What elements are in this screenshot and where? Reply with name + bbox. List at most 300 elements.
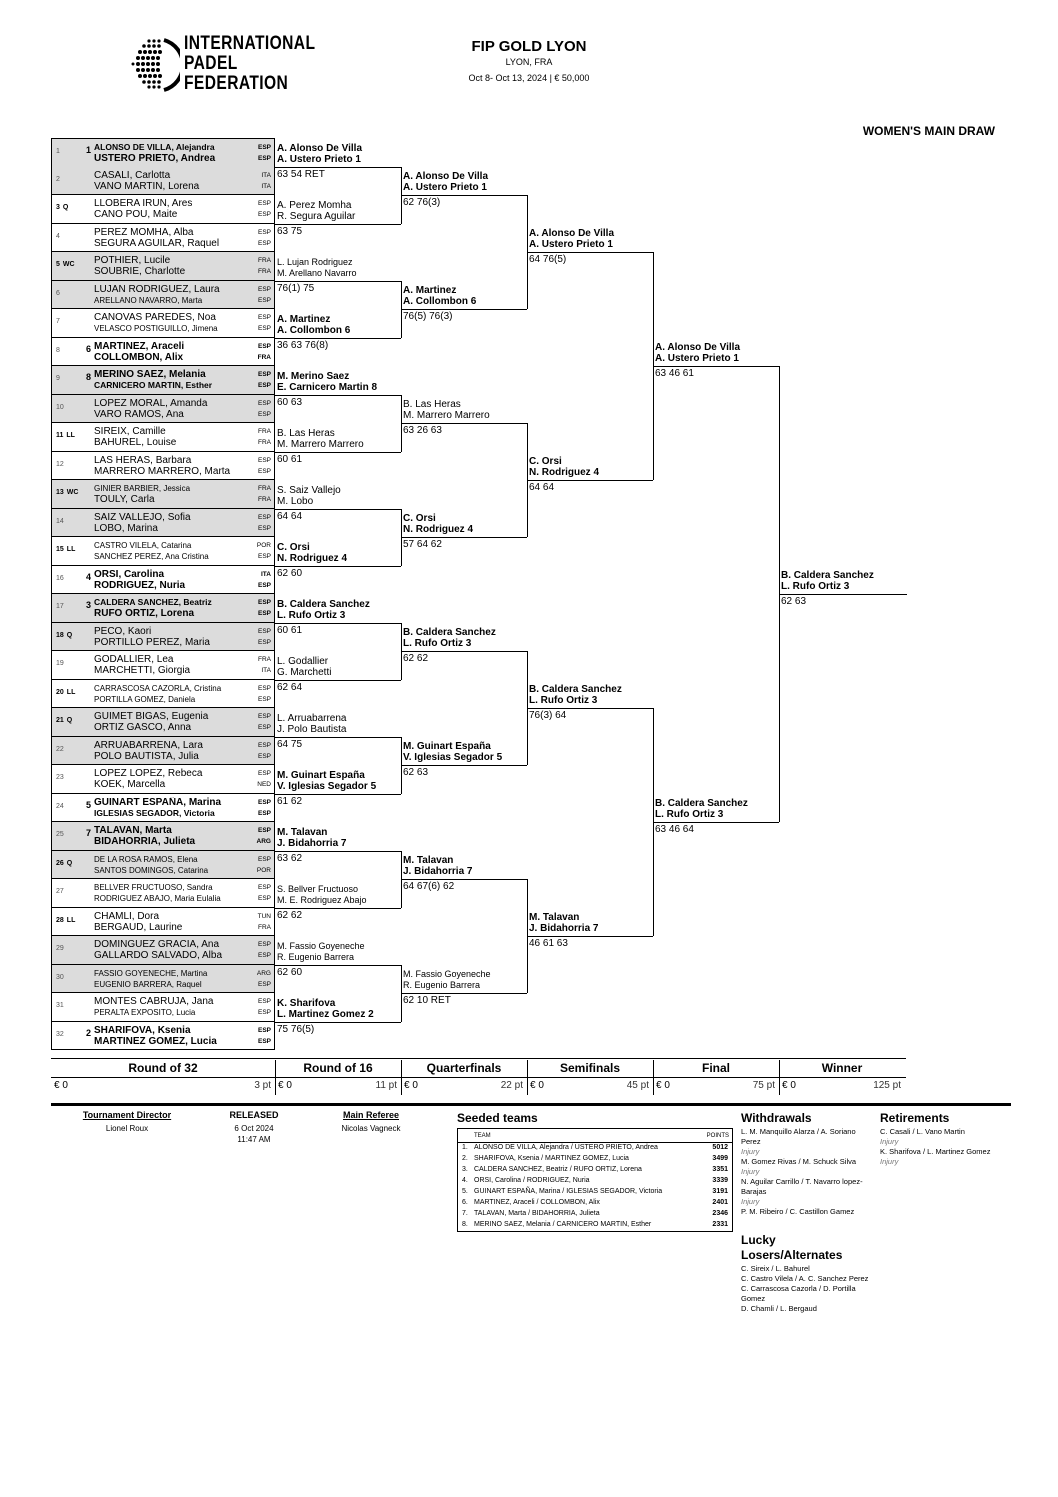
bracket-line — [275, 737, 401, 738]
entry-status: LL — [66, 546, 76, 553]
withdrawals-title: Withdrawals — [741, 1111, 812, 1125]
player-nationality: FRA — [258, 428, 271, 435]
player-nationality: ESP — [257, 200, 271, 207]
entry-row — [51, 309, 275, 338]
bracket-line — [401, 195, 527, 196]
player-nationality: ESP — [257, 599, 271, 606]
bracket-line — [275, 794, 401, 795]
seeded-table — [457, 1128, 733, 1232]
winner-line-1: A. Martinez — [277, 313, 331, 325]
player-nationality: ESP — [257, 638, 271, 646]
entry-number — [56, 404, 78, 411]
round-prize: € 0 — [404, 1080, 418, 1091]
bracket-line — [275, 680, 401, 681]
player-name: LOBO, Marina — [94, 522, 158, 534]
player-name: LAS HERAS, Barbara — [94, 454, 192, 466]
winner-line-2: R. Eugenio Barrera — [403, 980, 481, 990]
entry-row — [51, 252, 275, 281]
winner-line-1: A. Alonso De Villa — [403, 171, 489, 182]
player-name: VARO RAMOS, Ana — [94, 408, 184, 420]
player-name: GINIER BARBIER, Jessica — [94, 484, 191, 493]
entry-number — [56, 546, 78, 553]
tournament-title: FIP GOLD LYON — [471, 38, 587, 55]
entry-number — [56, 347, 78, 354]
bracket-line — [275, 509, 401, 510]
bracket-winner — [529, 684, 622, 706]
released-time: 11:47 AM — [237, 1135, 271, 1144]
entry-status: Q — [62, 204, 69, 211]
player-nationality: FRA — [257, 353, 271, 361]
winner-line-1: C. Orsi — [403, 513, 436, 524]
winner-line-1: B. Caldera Sanchez — [277, 598, 370, 610]
player-nationality: ESP — [257, 855, 271, 863]
player-nationality: POR — [256, 542, 271, 549]
player-nationality: ESP — [257, 296, 271, 304]
entry-number-value: 15 — [56, 546, 64, 553]
withdrawal-team: N. Aguilar Carrillo / T. Navarro lopez-Barajas — [741, 1177, 863, 1196]
seeded-row — [458, 1154, 732, 1165]
withdrawal-reason: Injury — [741, 1147, 760, 1156]
entry-row — [51, 1022, 275, 1051]
player-name: LUJAN RODRIGUEZ, Laura — [94, 283, 220, 295]
player-name: GUIMET BIGAS, Eugenia — [94, 711, 209, 722]
player-name: PORTILLO PEREZ, Maria — [94, 636, 210, 648]
bracket-line — [275, 965, 401, 966]
player-nationality: TUN — [257, 912, 271, 920]
seeded-row — [458, 1143, 732, 1154]
player-name: BELLVER FRUCTUOSO, Sandra — [94, 883, 213, 892]
entry-number-value: 26 — [56, 859, 64, 867]
winner-line-1: A. Martinez — [403, 285, 457, 296]
player-nationality: ESP — [257, 713, 271, 720]
entry-status: Q — [66, 859, 73, 867]
player-nationality: ESP — [257, 610, 271, 617]
seeded-rank: 8. — [462, 1221, 468, 1228]
entry-seed: 1 — [85, 145, 91, 155]
player-name: LOPEZ LOPEZ, Rebeca — [94, 768, 203, 779]
bracket-line — [401, 537, 527, 538]
seeded-row — [458, 1209, 732, 1220]
round-header: Semifinals — [559, 1061, 621, 1075]
match-score: 63 46 61 — [655, 368, 694, 379]
lucky-loser-team: C. Sireix / L. Bahurel — [741, 1264, 810, 1273]
player-nationality: ESP — [257, 998, 271, 1005]
entry-row — [51, 167, 275, 196]
entry-number — [56, 746, 78, 753]
player-nationality: ESP — [257, 371, 271, 378]
winner-line-2: N. Rodriguez 4 — [277, 552, 348, 564]
match-score: 61 62 — [277, 795, 303, 807]
seeded-rank: 3. — [462, 1166, 468, 1173]
round-header: Round of 16 — [303, 1061, 373, 1075]
entry-number — [56, 204, 78, 211]
bracket-line — [401, 993, 527, 994]
entry-number — [56, 717, 78, 724]
bracket-winner — [277, 770, 376, 792]
player-name: LOPEZ MORAL, Amanda — [94, 397, 208, 409]
winner-line-2: M. Marrero Marrero — [277, 438, 364, 450]
bracket-line — [527, 936, 653, 937]
withdrawal-team: M. Gomez Rivas / M. Schuck Silva — [741, 1157, 857, 1166]
lucky-title-line: Lucky — [741, 1233, 776, 1247]
player-nationality: ESP — [257, 342, 271, 350]
match-score: 60 61 — [277, 453, 303, 465]
round-header-line — [51, 1058, 906, 1059]
entry-number-value: 13 — [56, 489, 64, 496]
entry-number-value: 22 — [56, 745, 64, 753]
player-name: USTERO PRIETO, Andrea — [94, 153, 216, 164]
player-nationality: ESP — [257, 144, 271, 151]
entry-number-value: 21 — [56, 717, 64, 724]
player-name: SANTOS DOMINGOS, Catarina — [94, 865, 209, 875]
entry-number-value: 10 — [56, 403, 64, 411]
entry-number — [56, 660, 78, 667]
entry-number — [56, 774, 78, 781]
player-name: CASTRO VILELA, Catarina — [94, 541, 192, 550]
entry-row — [51, 680, 275, 709]
entry-number-value: 7 — [56, 318, 60, 325]
entry-number — [56, 432, 78, 439]
director-label: Tournament Director — [82, 1110, 172, 1120]
round-header: Winner — [821, 1061, 863, 1075]
entry-status: LL — [66, 688, 76, 696]
bracket-line — [401, 765, 527, 766]
player-name: MARTINEZ, Araceli — [94, 340, 185, 352]
bracket-winner — [277, 143, 362, 165]
bracket-line — [401, 423, 527, 424]
referee-name: Nicolas Vagneck — [341, 1124, 401, 1133]
seeded-rank: 5. — [462, 1188, 468, 1195]
entry-number — [56, 290, 78, 297]
seeded-rank: 7. — [462, 1210, 468, 1217]
winner-line-1: M. Talavan — [529, 912, 580, 923]
player-nationality: FRA — [258, 496, 271, 503]
entry-row — [51, 480, 275, 509]
bracket-line — [527, 480, 653, 481]
bracket-winner — [277, 941, 365, 963]
footer-divider — [51, 1103, 1011, 1106]
winner-line-2: N. Rodriguez 4 — [403, 524, 474, 535]
bracket-winner — [277, 656, 331, 678]
player-name: SOUBRIE, Charlotte — [94, 266, 186, 277]
player-nationality: ESP — [257, 684, 271, 692]
winner-line-2: L. Rufo Ortiz 3 — [655, 809, 724, 820]
entry-number — [56, 318, 78, 325]
winner-line-1: A. Alonso De Villa — [529, 228, 615, 239]
player-nationality: ESP — [257, 952, 271, 959]
round-points: 11 pt — [375, 1080, 397, 1091]
match-score: 63 62 — [277, 852, 303, 864]
retirements-title: Retirements — [880, 1111, 950, 1125]
withdrawal-reason: Injury — [741, 1197, 760, 1206]
entry-number — [56, 803, 78, 810]
bracket-line — [275, 281, 401, 282]
winner-line-1: C. Orsi — [529, 456, 562, 467]
player-name: SIREIX, Camille — [94, 426, 166, 437]
round-prize: € 0 — [54, 1080, 68, 1091]
winner-line-2: M. Arellano Navarro — [277, 267, 357, 278]
round-points: 3 pt — [254, 1080, 271, 1091]
winner-line-1: A. Perez Momha — [277, 199, 352, 211]
player-nationality: ESP — [257, 410, 271, 418]
entry-row — [51, 395, 275, 424]
entry-number — [56, 176, 78, 183]
seeded-rank: 4. — [462, 1177, 468, 1184]
entry-number — [56, 261, 78, 268]
entry-number-value: 17 — [56, 603, 64, 610]
entry-number-value: 16 — [56, 574, 64, 582]
player-name: EUGENIO BARRERA, Raquel — [94, 979, 202, 989]
player-nationality: ESP — [257, 314, 271, 321]
winner-line-1: A. Alonso De Villa — [655, 342, 741, 353]
player-name: MARTINEZ GOMEZ, Lucia — [94, 1035, 217, 1047]
seeded-team: ALONSO DE VILLA, Alejandra / USTERO PRIETO, Andrea — [474, 1144, 658, 1151]
winner-line-2: G. Marchetti — [277, 666, 332, 678]
winner-line-2: V. Iglesias Segador 5 — [277, 780, 377, 792]
player-nationality: ESP — [257, 1009, 271, 1016]
entry-number — [56, 1002, 78, 1009]
entry-status: LL — [66, 916, 76, 924]
player-nationality: ESP — [257, 524, 271, 532]
winner-line-2: A. Ustero Prieto 1 — [277, 153, 361, 165]
entry-number — [56, 1031, 78, 1038]
bracket-winner — [403, 399, 490, 421]
entry-number — [56, 860, 78, 867]
entry-row — [51, 879, 275, 908]
entry-number-value: 3 — [56, 204, 60, 211]
player-nationality: ARG — [256, 969, 271, 977]
player-name: MERINO SAEZ, Melania — [94, 369, 206, 380]
player-name: BIDAHORRIA, Julieta — [94, 836, 196, 847]
tournament-dates: Oct 8- Oct 13, 2024 | € 50,000 — [468, 73, 590, 83]
entry-number — [56, 917, 78, 924]
winner-line-2: N. Rodriguez 4 — [529, 467, 600, 478]
bracket-winner — [277, 428, 364, 450]
round-points: 22 pt — [500, 1080, 523, 1091]
match-score: 60 61 — [277, 624, 303, 636]
bracket-winner — [277, 599, 370, 621]
winner-line-2: J. Bidahorria 7 — [529, 923, 599, 934]
withdrawal-team: P. M. Ribeiro / C. Castillon Gamez — [741, 1207, 855, 1216]
player-name: MONTES CABRUJA, Jana — [94, 996, 214, 1007]
entry-number — [56, 632, 78, 639]
bracket-line — [527, 252, 653, 253]
match-score: 63 54 RET — [277, 168, 325, 180]
entry-number-value: 24 — [56, 802, 64, 810]
entry-seed: 3 — [85, 600, 91, 610]
entry-number-value: 19 — [56, 660, 64, 667]
player-nationality: ESP — [257, 1037, 271, 1045]
entry-row — [51, 623, 275, 652]
player-nationality: ITA — [261, 667, 271, 674]
entry-number-value: 8 — [56, 346, 60, 354]
lucky-loser-team: D. Chamli / L. Bergaud — [741, 1304, 817, 1313]
winner-line-2: L. Martinez Gomez 2 — [277, 1008, 374, 1020]
player-name: COLLOMBON, Alix — [94, 351, 184, 363]
player-nationality: ESP — [257, 695, 271, 703]
bracket-line — [275, 452, 401, 453]
tournament-location: LYON, FRA — [505, 57, 553, 67]
entry-row — [51, 594, 275, 623]
winner-line-2: R. Eugenio Barrera — [277, 951, 355, 962]
player-nationality: POR — [256, 866, 271, 874]
bracket-line — [275, 395, 401, 396]
match-score: 57 64 62 — [403, 539, 442, 550]
match-score: 62 62 — [403, 653, 429, 664]
player-name: PERALTA EXPOSITO, Lucia — [94, 1008, 196, 1017]
player-nationality: ESP — [257, 228, 271, 236]
player-nationality: ESP — [257, 382, 271, 389]
seeded-points: 3499 — [712, 1155, 728, 1162]
winner-line-2: M. Lobo — [277, 495, 314, 507]
player-nationality: ESP — [257, 941, 271, 948]
match-score: 62 10 RET — [403, 995, 451, 1006]
player-name: ALONSO DE VILLA, Alejandra — [94, 142, 215, 152]
lucky-loser-team: C. Carrascosa Cazorla / D. Portilla Gomez — [741, 1284, 856, 1303]
player-name: ARRUABARRENA, Lara — [94, 739, 203, 751]
retirements-list — [880, 1127, 1010, 1167]
bracket-winner — [277, 713, 347, 735]
withdrawals-list — [741, 1127, 876, 1217]
player-name: MARCHETTI, Giorgia — [94, 665, 191, 676]
bracket-winner — [403, 285, 476, 307]
entry-seed: 5 — [85, 799, 91, 810]
seeded-points: 3191 — [712, 1188, 728, 1195]
retirement-team: C. Casali / L. Vano Martin — [880, 1127, 965, 1136]
winner-line-1: A. Alonso De Villa — [277, 142, 363, 154]
seeded-rank: 2. — [462, 1155, 468, 1162]
winner-line-2: A. Ustero Prieto 1 — [529, 239, 613, 250]
match-score: 64 76(5) — [529, 254, 567, 265]
player-nationality: FRA — [258, 439, 271, 446]
referee-label: Main Referee — [342, 1110, 400, 1120]
round-header: Final — [701, 1061, 730, 1075]
match-score: 64 75 — [277, 738, 303, 750]
lucky-title — [741, 1233, 842, 1263]
entry-number — [56, 575, 78, 582]
retirement-reason: Injury — [880, 1157, 899, 1166]
entry-status: Q — [66, 717, 73, 724]
match-score: 64 64 — [277, 510, 303, 522]
entry-row — [51, 566, 275, 595]
entry-seed: 6 — [85, 343, 91, 354]
match-score: 64 64 — [529, 482, 555, 493]
bracket-winner — [781, 570, 874, 592]
entry-number-value: 20 — [56, 688, 64, 696]
bracket-winner — [403, 171, 488, 193]
player-nationality: ESP — [257, 724, 271, 731]
entry-row — [51, 651, 275, 680]
winner-line-2: J. Bidahorria 7 — [403, 866, 473, 877]
winner-line-2: E. Carnicero Martin 8 — [277, 381, 378, 393]
winner-line-2: M. E. Rodriguez Abajo — [277, 894, 367, 905]
entry-number-value: 14 — [56, 517, 64, 525]
round-header: Quarterfinals — [426, 1061, 502, 1075]
bracket-winner — [655, 342, 740, 364]
player-name: PECO, Kaori — [94, 625, 152, 637]
player-nationality: FRA — [258, 485, 271, 492]
winner-line-2: M. Marrero Marrero — [403, 410, 490, 421]
player-name: CASALI, Carlotta — [94, 169, 171, 181]
entry-number — [56, 689, 78, 696]
player-name: LLOBERA IRUN, Ares — [94, 198, 193, 209]
entry-number — [56, 375, 78, 382]
player-name: FASSIO GOYENECHE, Martina — [94, 968, 208, 978]
player-nationality: ESP — [257, 456, 271, 464]
match-score: 62 60 — [277, 567, 303, 579]
entry-number-value: 29 — [56, 945, 64, 952]
entry-seed: 8 — [85, 372, 91, 382]
bracket-winner — [529, 912, 598, 934]
bracket-line — [653, 366, 779, 367]
player-nationality: ESP — [257, 827, 271, 834]
player-name: GUINART ESPAÑA, Marina — [94, 796, 222, 808]
winner-line-1: M. Fassio Goyeneche — [277, 940, 365, 951]
winner-line-1: M. Fassio Goyeneche — [403, 969, 491, 979]
player-nationality: ESP — [257, 884, 271, 891]
round-header: Round of 32 — [128, 1061, 198, 1075]
entry-number — [56, 974, 78, 981]
winner-line-2: A. Ustero Prieto 1 — [655, 353, 739, 364]
entry-number — [56, 945, 78, 952]
bracket-line — [275, 1022, 401, 1023]
round-prize: € 0 — [782, 1080, 796, 1091]
player-name: CANOVAS PAREDES, Noa — [94, 312, 216, 323]
winner-line-2: L. Rufo Ortiz 3 — [403, 638, 472, 649]
seeded-team: MARTINEZ, Araceli / COLLOMBON, Alix — [474, 1199, 600, 1206]
winner-line-1: B. Caldera Sanchez — [403, 627, 496, 638]
bracket-line — [275, 167, 401, 168]
logo-line: PADEL — [184, 53, 238, 74]
player-name: ORSI, Carolina — [94, 568, 165, 580]
winner-line-1: S. Bellver Fructuoso — [277, 883, 359, 894]
logo-line: FEDERATION — [184, 73, 289, 94]
seeded-row — [458, 1198, 732, 1209]
player-name: RUFO ORTIZ, Lorena — [94, 608, 194, 619]
player-nationality: ESP — [257, 211, 271, 218]
entry-row — [51, 936, 275, 965]
player-name: BERGAUD, Laurine — [94, 921, 183, 933]
player-nationality: ESP — [257, 553, 271, 560]
winner-line-2: J. Polo Bautista — [277, 723, 347, 735]
winner-line-1: M. Talavan — [403, 855, 454, 866]
player-name: POTHIER, Lucile — [94, 255, 171, 266]
seeded-team: CALDERA SANCHEZ, Beatriz / RUFO ORTIZ, Lorena — [474, 1166, 642, 1173]
round-points: 45 pt — [626, 1080, 649, 1091]
bracket-line — [779, 594, 907, 595]
bracket-line — [275, 908, 401, 909]
entry-row — [51, 509, 275, 538]
entry-seed: 2 — [85, 1027, 91, 1038]
bracket-line — [653, 822, 779, 823]
entry-row — [51, 423, 275, 452]
match-score: 60 63 — [277, 396, 303, 408]
player-nationality: ESP — [257, 513, 271, 521]
winner-line-1: M. Talavan — [277, 826, 328, 838]
player-nationality: ARG — [256, 838, 271, 845]
winner-line-1: C. Orsi — [277, 541, 310, 553]
player-nationality: ESP — [257, 895, 271, 902]
winner-line-1: M. Guinart España — [403, 741, 491, 752]
winner-line-2: L. Rufo Ortiz 3 — [781, 581, 850, 592]
entry-row — [51, 138, 275, 168]
player-name: CALDERA SANCHEZ, Beatriz — [94, 597, 212, 607]
entry-number-value: 11 — [56, 432, 64, 439]
bracket-winner — [403, 741, 502, 763]
round-points: 125 pt — [873, 1080, 901, 1091]
player-name: GODALLIER, Lea — [94, 654, 174, 665]
lucky-loser-team: C. Castro Vilela / A. C. Sanchez Perez — [741, 1274, 869, 1283]
